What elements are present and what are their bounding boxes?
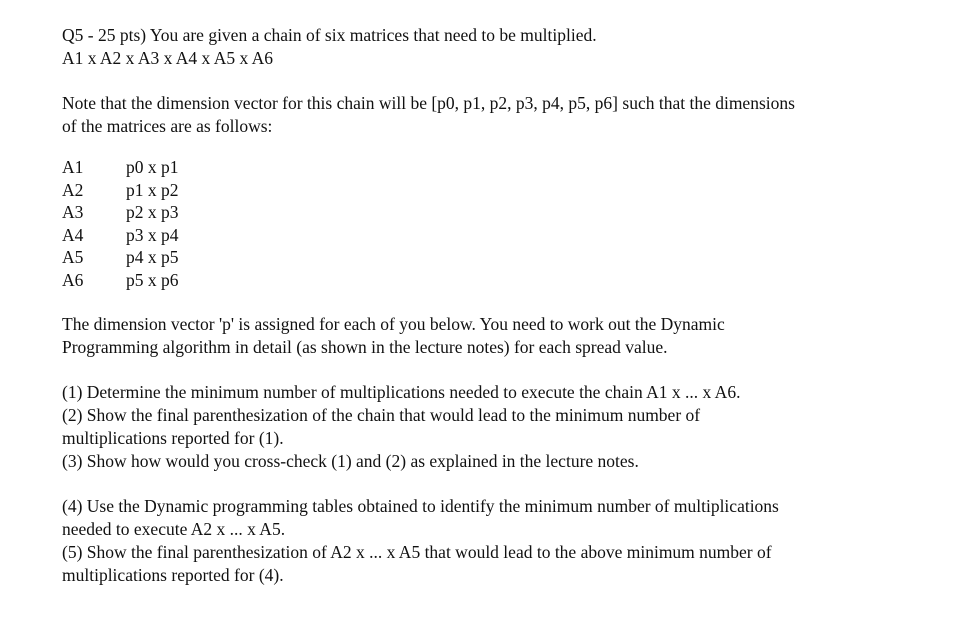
dimension-list [62,156,942,291]
dimension-row [62,179,942,202]
matrix-dims: p1 x p2 [126,179,179,200]
task-2-line-2: multiplications reported for (1). [62,428,284,448]
spacer [62,291,942,313]
assignment-line-2: Programming algorithm in detail (as shown in the lecture notes) for each spread value. [62,337,668,357]
spacer [62,70,942,92]
note-line-1: Note that the dimension vector for this chain will be [p0, p1, p2, p3, p4, p5, p6] such that the dimensions [62,93,795,113]
spacer [62,473,942,495]
spacer [62,138,942,156]
task-5-line-2: multiplications reported for (4). [62,565,284,585]
question-header: Q5 - 25 pts) You are given a chain of six matrices that need to be multiplied. [62,25,597,45]
matrix-dims: p0 x p1 [126,157,179,177]
dimension-row [62,156,942,179]
dimension-row [62,269,942,292]
task-4-line-2: needed to execute A2 x ... x A5. [62,519,286,539]
matrix-name: A2 [62,179,84,200]
matrix-name: A5 [62,247,84,267]
note-line-2: of the matrices are as follows: [62,116,273,136]
matrix-name: A6 [62,269,84,290]
matrix-dims: p4 x p5 [126,247,179,267]
matrix-chain: A1 x A2 x A3 x A4 x A5 x A6 [62,48,273,68]
matrix-dims: p2 x p3 [126,202,179,222]
spacer [62,359,942,381]
matrix-dims: p3 x p4 [126,224,179,245]
task-2-line-1: (2) Show the final parenthesization of the chain that would lead to the minimum number of [62,405,701,425]
matrix-name: A1 [62,157,84,177]
document-body [62,24,942,587]
task-4-line-1: (4) Use the Dynamic programming tables obtained to identify the minimum number of multiplications [62,496,779,516]
dimension-row [62,201,942,224]
assignment-line-1: The dimension vector 'p' is assigned for each of you below. You need to work out the Dynamic [62,314,725,334]
dimension-row [62,246,942,269]
dimension-row [62,224,942,247]
task-5-line-1: (5) Show the final parenthesization of A2 x ... x A5 that would lead to the above minimum number of [62,542,772,562]
task-3: (3) Show how would you cross-check (1) and (2) as explained in the lecture notes. [62,451,639,471]
task-1: (1) Determine the minimum number of multiplications needed to execute the chain A1 x ... x A6. [62,382,741,402]
matrix-name: A3 [62,202,84,222]
matrix-dims: p5 x p6 [126,269,179,290]
matrix-name: A4 [62,224,84,245]
